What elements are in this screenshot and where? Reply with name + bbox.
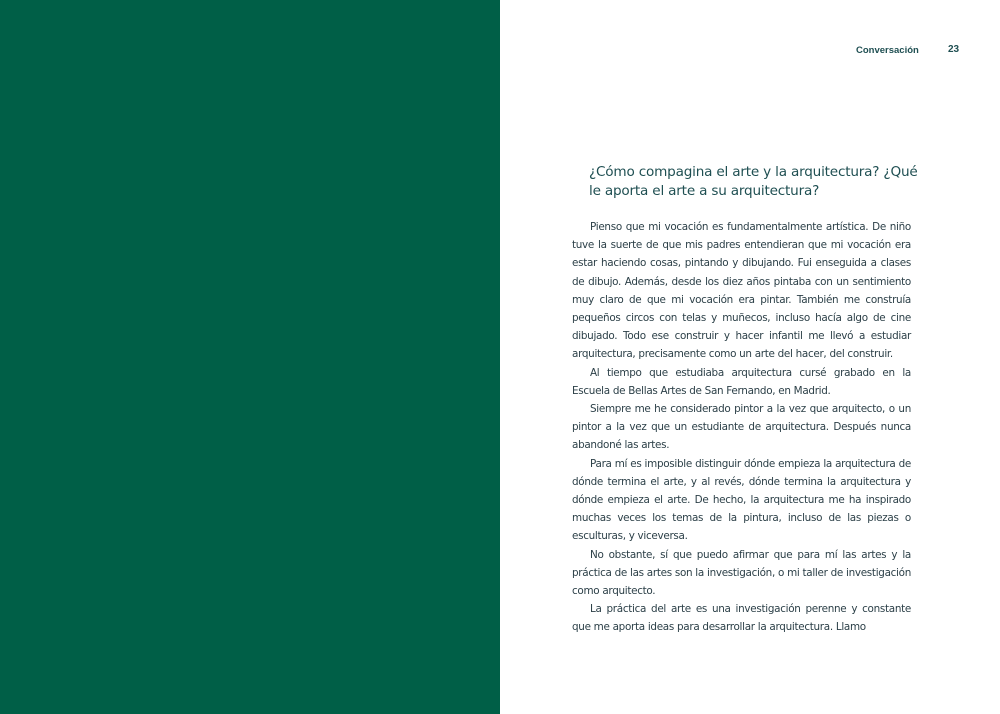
interview-question: ¿Cómo compagina el arte y la arquitectura? ¿Qué le aporta el arte a su arquitectura? (589, 164, 918, 199)
paragraph: No obstante, sí que puedo afirmar que para mí las artes y la práctica de las artes son la investigación, o mi taller de investigación como arquitecto. (572, 548, 911, 598)
running-head-title: Conversación (856, 45, 919, 56)
paragraph: La práctica del arte es una investigación perenne y constante que me aporta ideas para desarrollar la arquitectura. Llamo (572, 603, 911, 634)
text-page (500, 0, 1000, 714)
page-number: 23 (948, 44, 960, 55)
paragraph: Siempre me he considerado pintor a la vez que arquitecto, o un pintor a la vez que un estudiante de arquitectura. Después nunca abandoné las artes. (572, 403, 911, 452)
paragraph: Al tiempo que estudiaba arquitectura cursé grabado en la Escuela de Bellas Artes de San Fernando, en Madrid. (572, 366, 911, 397)
paragraph: Pienso que mi vocación es fundamentalmente artística. De niño tuve la suerte de que mis padres entendieran que mi vocación era estar haciendo cosas, pintando y dibujando. Fui enseguida a clases de dibujo. Además, desde los diez años pintaba con un sentimiento muy claro de que mi vocación era pintar. También me construía pequeños circos con telas y muñecos, incluso hacía algo de cine dibujado. Todo ese construir y hacer infantil me llevó a estudiar arquitectura, precisamente como un arte del hacer, del construir. (572, 221, 911, 361)
paragraph: Para mí es imposible distinguir dónde empieza la arquitectura de dónde termina el arte, y al revés, dónde termina la arquitectura y dónde empieza el arte. De hecho, la arquitectura me ha inspirado muchas veces los temas de la pintura, incluso de las piezas o esculturas, y viceversa. (572, 457, 911, 543)
answer-body (572, 218, 911, 637)
